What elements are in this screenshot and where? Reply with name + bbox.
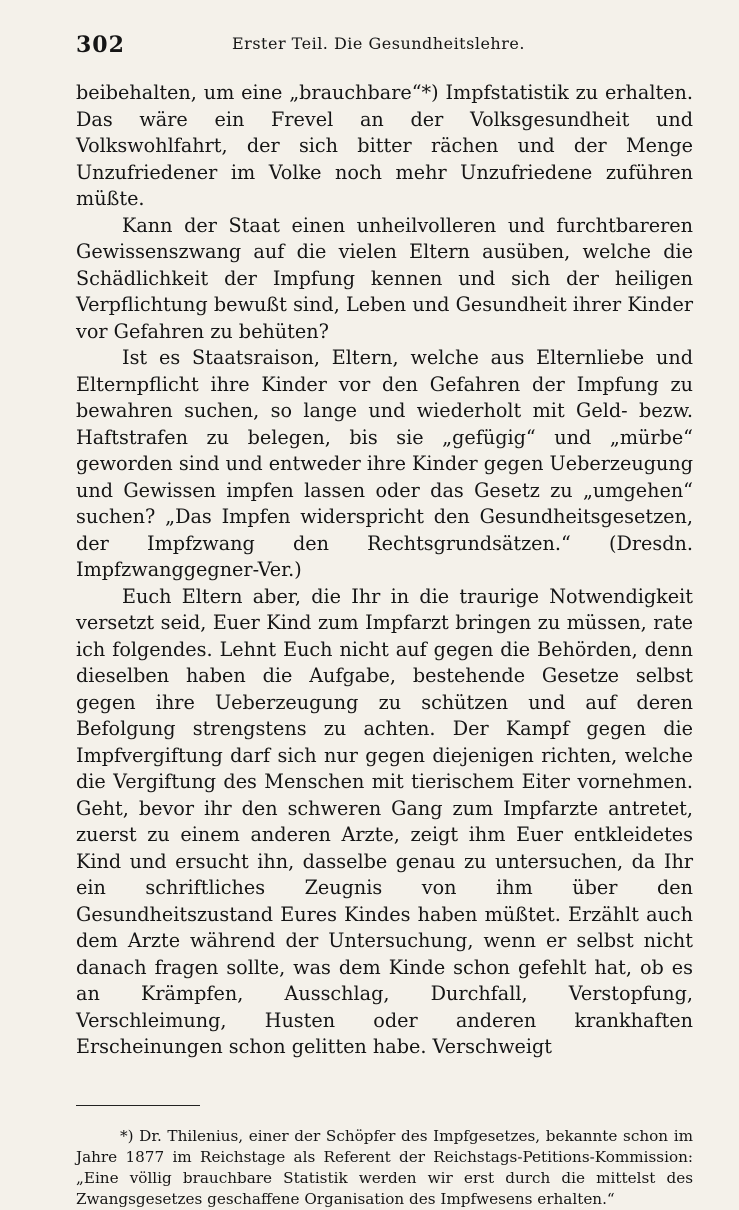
paragraph-1: beibehalten, um eine „brauchbare“*) Impfstatistik zu erhalten. Das wäre ein Frevel an der Volksgesundheit und Volkswohlfahrt, der sich bitter rächen und der Menge Unzufriedener im Volke noch mehr Unzufriedene zuführen müßte.: [76, 81, 693, 210]
running-head: Erster Teil. Die Gesundheitslehre.: [232, 34, 525, 53]
body-text: [76, 80, 693, 1061]
paragraph-4: Euch Eltern aber, die Ihr in die traurige Notwendigkeit versetzt seid, Euer Kind zum Impfarzt bringen zu müssen, rate ich folgendes. Lehnt Euch nicht auf gegen die Behörden, denn dieselben haben die Aufgabe, bestehende Gesetze selbst gegen ihre Ueberzeugung zu schützen und auf deren Befolgung strengstens zu achten. Der Kampf gegen die Impfvergiftung darf sich nur gegen diejenigen richten, welche die Vergiftung des Menschen mit tierischem Eiter vornehmen. Geht, bevor ihr den schweren Gang zum Impfarzte antretet, zuerst zu einem anderen Arzte, zeigt ihm Euer entkleidetes Kind und ersucht ihn, dasselbe genau zu untersuchen, da Ihr ein schriftliches Zeugnis von ihm über den Gesundheitszustand Eures Kindes haben müßtet. Erzählt auch dem Arzte während der Untersuchung, wenn er selbst nicht danach fragen sollte, was dem Kinde schon gefehlt hat, ob es an Krämpfen, Ausschlag, Durchfall, Verstopfung, Verschleimung, Husten oder anderen krankhaften Erscheinungen schon gelitten habe. Verschweigt: [76, 584, 693, 1058]
page-header: [76, 30, 693, 70]
footnote-divider: [76, 1105, 200, 1106]
page-number: 302: [76, 32, 125, 58]
footnote: *) Dr. Thilenius, einer der Schöpfer des Impfgesetzes, bekannte schon im Jahre 1877 im Reichstage als Referent der Reichstags-Petitions-Kommission: „Eine völlig brauchbare Statistik werden wir erst durch die mittelst des Zwangsgesetzes geschaffene Organisation des Impfwesens erhalten.“: [76, 1126, 693, 1208]
paragraph-2: Kann der Staat einen unheilvolleren und furchtbareren Gewissenszwang auf die vielen Eltern ausüben, welche die Schädlichkeit der Impfung kennen und sich der heiligen Verpflichtung bewußt sind, Leben und Gesundheit ihrer Kinder vor Gefahren zu behüten?: [76, 213, 693, 343]
paragraph-3: Ist es Staatsraison, Eltern, welche aus Elternliebe und Elternpflicht ihre Kinder vor den Gefahren der Impfung zu bewahren suchen, so lange und wiederholt mit Geld- bezw. Haftstrafen zu belegen, bis sie „gefügig“ und „mürbe“ geworden sind und entweder ihre Kinder gegen Ueberzeugung und Gewissen impfen lassen oder das Gesetz zu „umgehen“ suchen? „Das Impfen widerspricht den Gesundheitsgesetzen, der Impfzwang den Rechtsgrundsätzen.“ (Dresdn. Impfzwanggegner-Ver.): [76, 346, 693, 581]
